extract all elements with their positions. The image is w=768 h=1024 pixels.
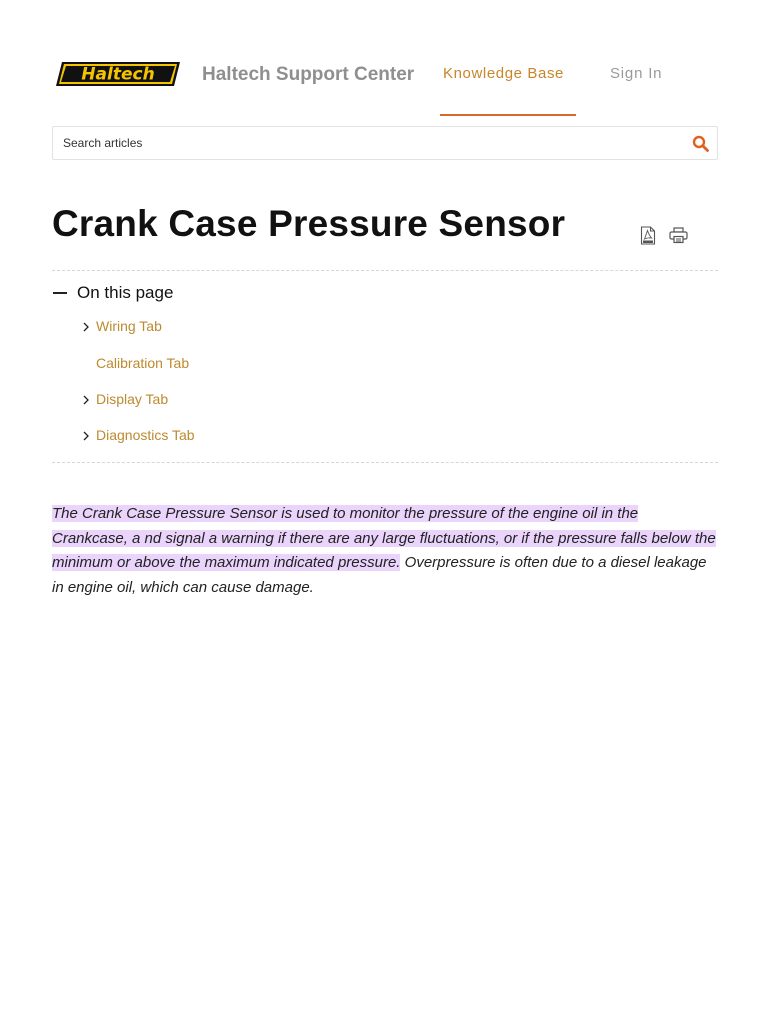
toc-item-calibration-tab [80,354,189,372]
nav-tab-label: Knowledge Base [443,65,564,82]
nav-sign-in-link[interactable]: Sign In [610,65,663,82]
search-input[interactable] [53,127,673,159]
toc-item-diagnostics-tab [80,426,195,444]
page-title: Crank Case Pressure Sensor [52,203,566,244]
site-title: Haltech Support Center [202,64,415,85]
search-bar [52,126,718,160]
print-icon[interactable] [669,227,688,244]
search-icon[interactable] [692,135,709,152]
toc-toggle[interactable] [53,283,173,303]
chevron-right-icon[interactable] [80,320,92,332]
site-header [52,40,718,116]
nav-tab-knowledge-base[interactable] [440,40,576,116]
toc-item-wiring-tab [80,317,162,335]
highlighted-text: The Crank Case Pressure Sensor is used to monitor the pressure of the engine oil in the Crankcase, a nd signal a warning if there are any large fluctuations, or if the pressure falls below the minimum or above the maximum indicated pressure. [52,505,716,571]
pdf-icon[interactable] [640,226,656,245]
chevron-right-icon[interactable] [80,429,92,441]
divider [52,270,718,271]
toc-link-display-tab[interactable]: Display Tab [96,391,169,407]
toc-link-diagnostics-tab[interactable]: Diagnostics Tab [96,427,195,443]
toc-item-display-tab [80,390,168,408]
toc-link-wiring-tab[interactable]: Wiring Tab [96,318,162,334]
toc-link-calibration-tab[interactable]: Calibration Tab [96,355,190,371]
divider [52,462,718,463]
minus-icon [53,292,67,294]
svg-text:Haltech: Haltech [81,64,155,85]
article-paragraph [52,502,718,600]
chevron-right-icon[interactable] [80,393,92,405]
toc-heading: On this page [77,283,174,302]
paragraph-text: Overpressure is often due to a diesel leakage in engine oil, which can cause damage. [52,554,707,596]
haltech-logo[interactable] [56,60,180,88]
